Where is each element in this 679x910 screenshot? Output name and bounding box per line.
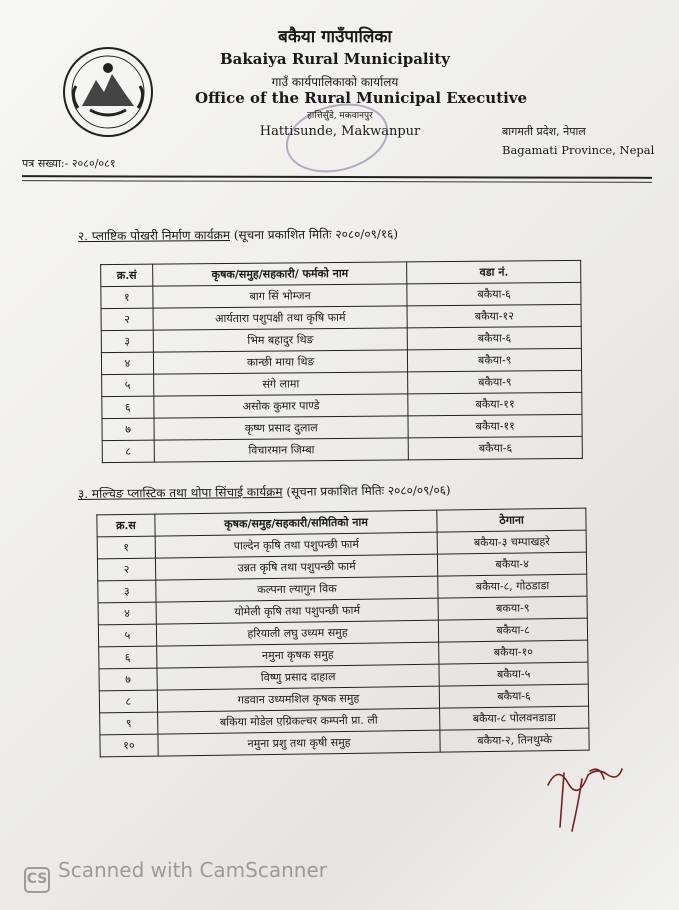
- serial-cell: ८: [102, 440, 154, 462]
- name-cell: बकिया मोडेल एग्रिकल्चर कम्पनी प्रा. ली: [157, 708, 440, 734]
- signature-mark: [538, 745, 628, 835]
- name-cell: बाग सिं भोम्जन: [153, 284, 408, 308]
- serial-cell: २: [101, 308, 153, 330]
- province-nepali: बागमती प्रदेश, नेपाल: [502, 125, 586, 138]
- column-header-name: कृषक/समुह/सहकारी/समितिको नाम: [155, 510, 438, 536]
- serial-cell: ९: [100, 712, 158, 735]
- name-cell: उन्नत कृषि तथा पशुपन्छी फार्म: [155, 554, 438, 580]
- name-cell: कान्छी माया थिङ: [153, 350, 408, 374]
- name-cell: गडवान उध्यमशिल कृषक समुह: [157, 686, 440, 712]
- column-header-name: कृषक/समुह/सहकारी/ फर्मको नाम: [153, 262, 408, 286]
- ward-cell: बकैया-९: [408, 348, 582, 372]
- serial-cell: ३: [101, 330, 153, 352]
- serial-cell: ५: [102, 374, 154, 396]
- reference-number: पत्र सख्या:- २०८०/०८१: [22, 157, 116, 170]
- column-header-serial: क्र.स: [97, 514, 155, 537]
- address-cell: बकैया-८, गोठडाडा: [438, 574, 587, 598]
- section3-title-date: (सूचना प्रकाशित मितिः २०८०/०९/०६): [282, 483, 451, 499]
- serial-cell: ७: [102, 418, 154, 440]
- section2-table: [100, 260, 583, 463]
- header-divider-thin: [22, 180, 652, 183]
- ward-cell: बकैया-११: [408, 414, 582, 438]
- section3-title-main: ३. मल्चिङ प्लास्टिक तथा थोपा सिंचाई कार्यक्रम: [77, 484, 283, 501]
- name-cell: असोक कुमार पाण्डे: [154, 394, 409, 418]
- ward-cell: बकैया-६: [409, 436, 583, 460]
- section2-title-date: (सूचना प्रकाशित मितिः २०८०/०९/१६): [229, 226, 399, 243]
- address-cell: बकैया-८ पोलवनडाडा: [440, 706, 589, 730]
- watermark-text: Scanned with CamScanner: [58, 858, 327, 882]
- name-cell: नमुना कृषक समुह: [157, 642, 440, 668]
- address-cell: बकैया-२, तिनथुम्के: [440, 728, 589, 752]
- ward-cell: बकैया-६: [407, 282, 581, 306]
- address-cell: बकैया-४: [438, 552, 587, 576]
- address-cell: बकैया-१०: [439, 640, 588, 664]
- column-header-address: ठेगाना: [437, 508, 586, 532]
- section2-title-main: २. प्लाष्टिक पोखरी निर्माण कार्यक्रम: [77, 228, 231, 244]
- serial-cell: ४: [98, 602, 156, 625]
- column-header-ward: वडा नं.: [407, 260, 581, 284]
- serial-cell: ८: [99, 690, 157, 713]
- section3-table: [96, 508, 589, 758]
- serial-cell: १: [101, 286, 153, 308]
- section2-title: [78, 225, 398, 244]
- serial-cell: ३: [98, 580, 156, 603]
- column-header-serial: क्र.सं: [101, 264, 153, 286]
- camscanner-watermark: [24, 858, 327, 893]
- name-cell: कल्पना ल्यागुन विक: [156, 576, 439, 602]
- name-cell: योमेली कृषि तथा पशुपन्छी फार्म: [156, 598, 439, 624]
- camscanner-logo-icon: CS: [24, 867, 50, 893]
- ward-cell: बकैया-९: [408, 370, 582, 394]
- location-nepali: हात्तिसुँडे, मकवानपुर: [307, 111, 373, 121]
- office-name-nepali: गाउँ कार्यपालिकाको कार्यालय: [271, 75, 399, 89]
- header-divider: [22, 175, 652, 179]
- serial-cell: ६: [102, 396, 154, 418]
- name-cell: विचारमान जिम्बा: [154, 438, 409, 462]
- nepal-government-emblem-icon: [62, 46, 154, 138]
- serial-cell: १०: [100, 734, 158, 757]
- location-english: Hattisunde, Makwanpur: [259, 124, 421, 139]
- name-cell: विष्णु प्रसाद दाहाल: [157, 664, 440, 690]
- serial-cell: १: [97, 536, 155, 559]
- name-cell: संगे लामा: [154, 372, 409, 396]
- section3-title: [78, 481, 451, 502]
- name-cell: हरियाली लघु उध्यम समुह: [156, 620, 439, 646]
- ward-cell: बकैया-१२: [407, 304, 581, 328]
- name-cell: भिम बहादुर थिङ: [153, 328, 408, 352]
- province-english: Bagamati Province, Nepal: [502, 143, 655, 157]
- name-cell: कृष्ण प्रसाद दुलाल: [154, 416, 409, 440]
- name-cell: नमुना प्रशु तथा कृषी समुह: [158, 730, 441, 756]
- office-name-english: Office of the Rural Municipal Executive: [195, 89, 528, 107]
- serial-cell: ६: [99, 646, 157, 669]
- address-cell: बकैया-३ चम्पाखहरे: [437, 530, 586, 554]
- serial-cell: ५: [98, 624, 156, 647]
- ward-cell: बकैया-११: [408, 392, 582, 416]
- table-row: [102, 436, 582, 462]
- address-cell: बकया-९: [438, 596, 587, 620]
- address-cell: बकैया-५: [439, 662, 588, 686]
- address-cell: बकैया-६: [440, 684, 589, 708]
- serial-cell: २: [97, 558, 155, 581]
- ward-cell: बकैया-६: [408, 326, 582, 350]
- address-cell: बकैया-८: [439, 618, 588, 642]
- serial-cell: ७: [99, 668, 157, 691]
- municipality-name-english: Bakaiya Rural Municipality: [220, 50, 450, 68]
- municipality-name-nepali: बकैया गाउँपालिका: [278, 27, 392, 47]
- serial-cell: ४: [101, 352, 153, 374]
- name-cell: पाल्देन कृषि तथा पशुपन्छी फार्म: [155, 532, 438, 558]
- name-cell: आर्यतारा पशुपक्षी तथा कृषि फार्म: [153, 306, 408, 330]
